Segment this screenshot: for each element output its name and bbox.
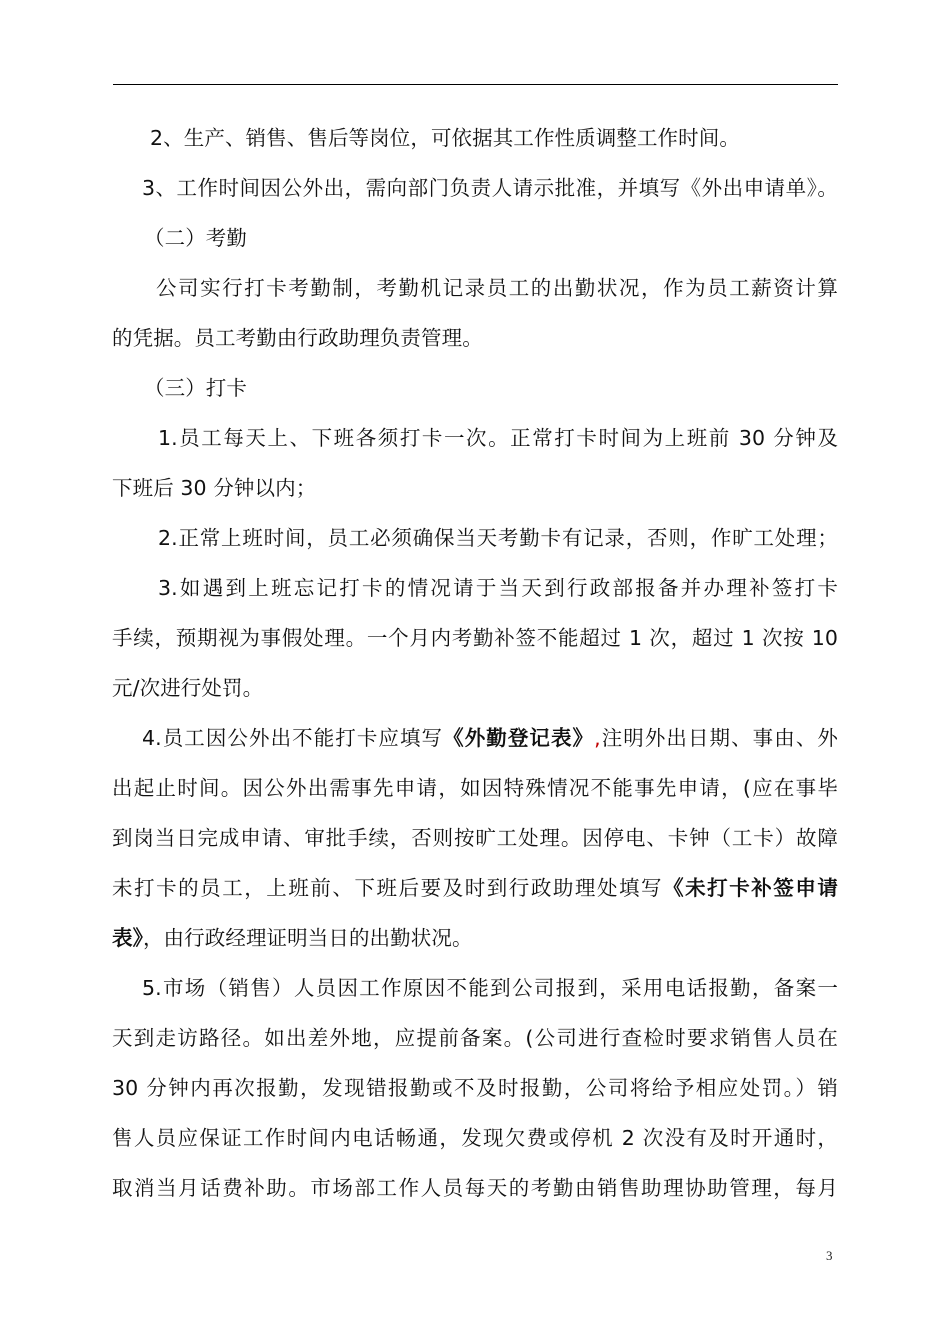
text-run: 5.市场（销售）人员因工作原因不能到公司报到，采用电话报勤，备案一 xyxy=(142,976,838,1000)
text-line xyxy=(112,819,838,869)
form-name: 《外勤登记表》 xyxy=(443,726,595,750)
text-line xyxy=(112,419,838,469)
text-run: 1.员工每天上、下班各须打卡一次。正常打卡时间为上班前 30 分钟及 xyxy=(158,426,838,450)
text-run: 下班后 30 分钟以内； xyxy=(112,476,317,500)
text-run: 的凭据。员工考勤由行政助理负责管理。 xyxy=(112,326,483,350)
text-run: （三）打卡 xyxy=(144,376,247,400)
text-line xyxy=(112,569,838,619)
text-line xyxy=(112,669,838,719)
text-line xyxy=(112,1169,838,1219)
document-body xyxy=(112,119,838,1219)
text-line xyxy=(112,119,838,169)
text-line xyxy=(112,469,838,519)
form-name: 表》 xyxy=(112,926,143,950)
text-line xyxy=(112,719,838,769)
text-run: 注明外出日期、事由、外 xyxy=(600,726,838,750)
page-number: 3 xyxy=(826,1248,833,1263)
text-run: 3、工作时间因公外出，需向部门负责人请示批准，并填写《外出申请单》。 xyxy=(142,176,838,200)
text-line xyxy=(112,1019,838,1069)
header-rule xyxy=(113,84,838,85)
text-line xyxy=(112,1119,838,1169)
text-run: （二）考勤 xyxy=(144,226,247,250)
text-line xyxy=(112,769,838,819)
text-run: 售人员应保证工作时间内电话畅通，发现欠费或停机 2 次没有及时开通时， xyxy=(112,1126,838,1150)
text-run: 天到走访路径。如出差外地，应提前备案。(公司进行查检时要求销售人员在 xyxy=(112,1026,838,1050)
text-run: 手续，预期视为事假处理。一个月内考勤补签不能超过 1 次，超过 1 次按 10 xyxy=(112,626,838,650)
form-name: 《未打卡补签申请 xyxy=(663,876,838,900)
text-line xyxy=(112,319,838,369)
text-run: 未打卡的员工，上班前、下班后要及时到行政助理处填写 xyxy=(112,876,664,900)
text-line xyxy=(112,219,838,269)
text-line xyxy=(112,519,838,569)
text-run: 2.正常上班时间，员工必须确保当天考勤卡有记录，否则，作旷工处理； xyxy=(158,526,838,550)
text-run: 3.如遇到上班忘记打卡的情况请于当天到行政部报备并办理补签打卡 xyxy=(158,576,838,600)
text-run: 出起止时间。因公外出需事先申请，如因特殊情况不能事先申请，(应在事毕 xyxy=(112,776,838,800)
text-run: 2、生产、销售、售后等岗位，可依据其工作性质调整工作时间。 xyxy=(150,126,740,150)
text-run: , xyxy=(594,726,601,750)
text-line xyxy=(112,269,838,319)
text-run: 30 分钟内再次报勤，发现错报勤或不及时报勤，公司将给予相应处罚。）销 xyxy=(112,1076,838,1100)
text-line xyxy=(112,919,838,969)
text-line xyxy=(112,869,838,919)
text-run: 4.员工因公外出不能打卡应填写 xyxy=(142,726,444,750)
text-run: 到岗当日完成申请、审批手续，否则按旷工处理。因停电、卡钟（工卡）故障 xyxy=(112,826,838,850)
text-line xyxy=(112,169,838,219)
text-line xyxy=(112,1069,838,1119)
text-run: ，由行政经理证明当日的出勤状况。 xyxy=(142,926,473,950)
text-line xyxy=(112,619,838,669)
text-run: 公司实行打卡考勤制，考勤机记录员工的出勤状况，作为员工薪资计算 xyxy=(156,276,838,300)
text-run: 元/次进行处罚。 xyxy=(112,676,264,700)
text-run: 取消当月话费补助。市场部工作人员每天的考勤由销售助理协助管理，每月 xyxy=(112,1176,838,1200)
text-line xyxy=(112,969,838,1019)
text-line xyxy=(112,369,838,419)
